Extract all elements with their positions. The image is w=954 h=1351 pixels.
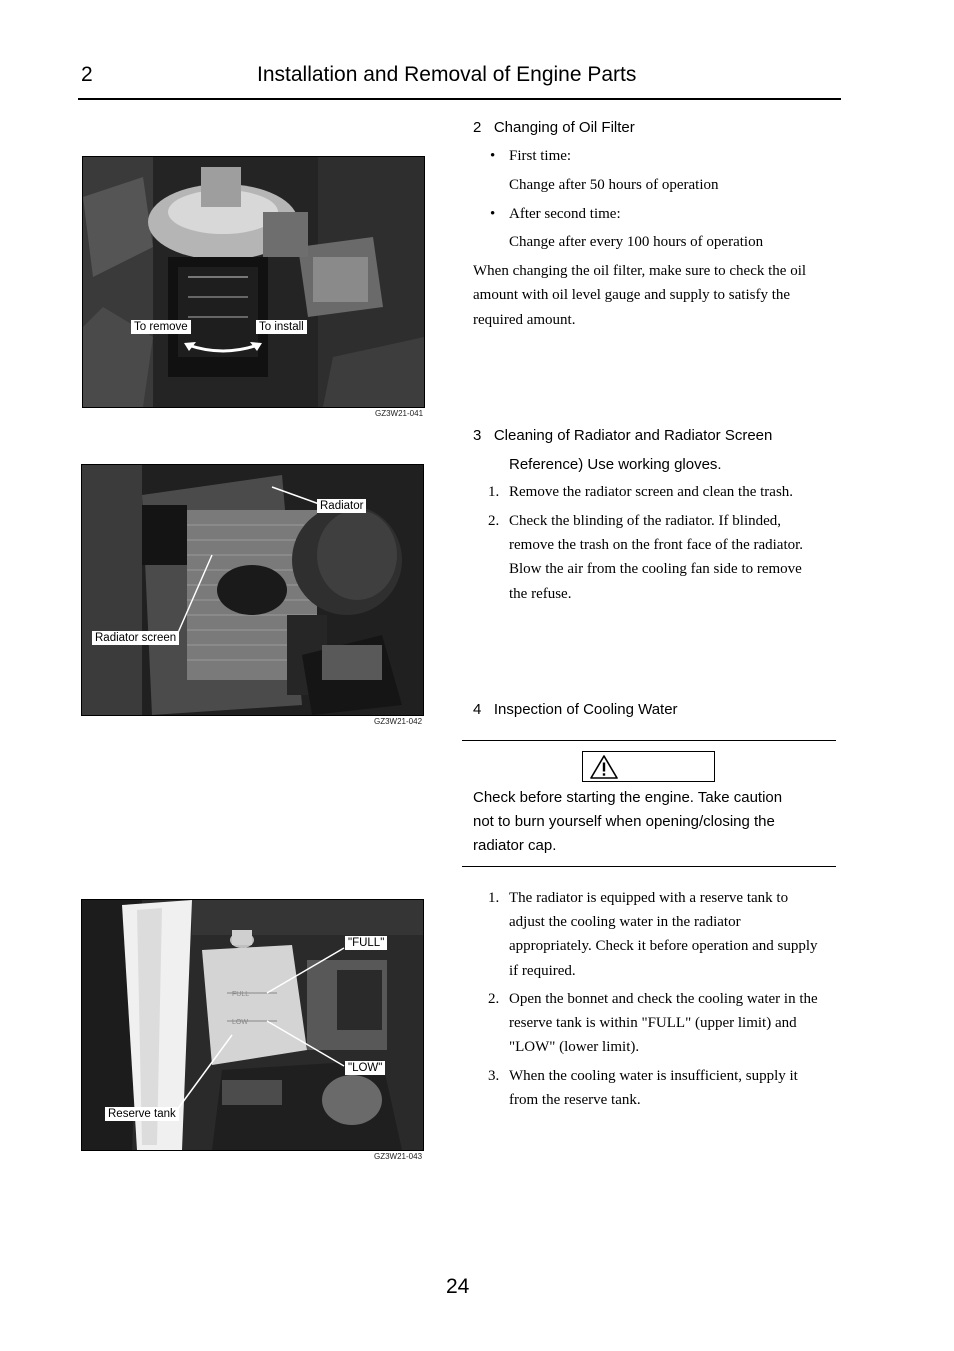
reserve-tank-photo [81,899,424,1151]
warning-line: Check before starting the engine. Take caution [473,789,783,806]
callout-reserve-tank: Reserve tank [105,1107,179,1121]
list-number: 1. [488,484,500,500]
page-number: 24 [446,1275,470,1298]
warning-text [473,786,823,858]
oil-filter-paragraph-line: When changing the oil filter, make sure to check the oil [473,263,807,279]
section-4-title: 4 Inspection of Cooling Water [473,701,678,718]
list-item-line: When the cooling water is insufficient, supply it [509,1068,798,1084]
list-item-line: appropriately. Check it before operation and supply [509,938,818,954]
callout-full: "FULL" [345,936,387,950]
callout-radiator-screen: Radiator screen [92,631,179,645]
callout-low: "LOW" [345,1061,385,1075]
figure-code-041: GZ3W21-041 [375,409,424,418]
callout-radiator: Radiator [317,499,366,513]
list-item-line: Check the blinding of the radiator. If blinded, [509,513,782,529]
oil-filter-paragraph-line: required amount. [473,312,576,328]
section-3-reference-note: Reference) Use working gloves. [509,456,722,473]
callout-to-remove: To remove [131,320,191,334]
section-3-title: 3 Cleaning of Radiator and Radiator Screen [473,427,773,444]
bullet-second-time-detail: Change after every 100 hours of operation [509,234,764,250]
oil-filter-photo [82,156,425,408]
list-number: 1. [488,890,500,906]
figure-code-043: GZ3W21-043 [374,1152,423,1161]
chapter-number: 2 [81,63,93,86]
warning-line: radiator cap. [473,837,557,854]
warning-top-rule [462,740,836,741]
bullet-marker: • [490,206,496,222]
warning-line: not to burn yourself when opening/closing the [473,813,775,830]
chapter-title: Installation and Removal of Engine Parts [257,63,637,86]
list-number: 3. [488,1068,500,1084]
list-item-line: reserve tank is within "FULL" (upper limit) and [509,1015,797,1031]
tank-low-mark: LOW [232,1019,248,1026]
list-item-line: "LOW" (lower limit). [509,1039,640,1055]
list-item-line: from the reserve tank. [509,1092,641,1108]
list-item-line: Blow the air from the cooling fan side to remove [509,561,802,577]
warning-triangle-icon [590,755,618,779]
bullet-first-time-detail: Change after 50 hours of operation [509,177,719,193]
list-item-line: Remove the radiator screen and clean the trash. [509,484,794,500]
list-item-line: the refuse. [509,586,572,602]
radiator-photo [81,464,424,716]
list-number: 2. [488,991,500,1007]
list-item-line: remove the trash on the front face of the radiator. [509,537,804,553]
warning-bottom-rule [462,866,836,867]
list-item-line: adjust the cooling water in the radiator [509,914,741,930]
list-item-line: if required. [509,963,576,979]
list-item-line: The radiator is equipped with a reserve tank to [509,890,789,906]
list-number: 2. [488,513,500,529]
section-2-title: 2 Changing of Oil Filter [473,119,635,136]
callout-to-install: To install [256,320,307,334]
oil-filter-paragraph-line: amount with oil level gauge and supply to satisfy the [473,287,791,303]
warning-label-box [582,751,715,782]
figure-code-042: GZ3W21-042 [374,717,423,726]
tank-full-mark: FULL [232,991,250,998]
bullet-first-time: First time: [509,148,572,164]
list-item-line: Open the bonnet and check the cooling water in the [509,991,818,1007]
header-divider [78,98,841,100]
bullet-marker: • [490,148,496,164]
bullet-second-time: After second time: [509,206,621,222]
